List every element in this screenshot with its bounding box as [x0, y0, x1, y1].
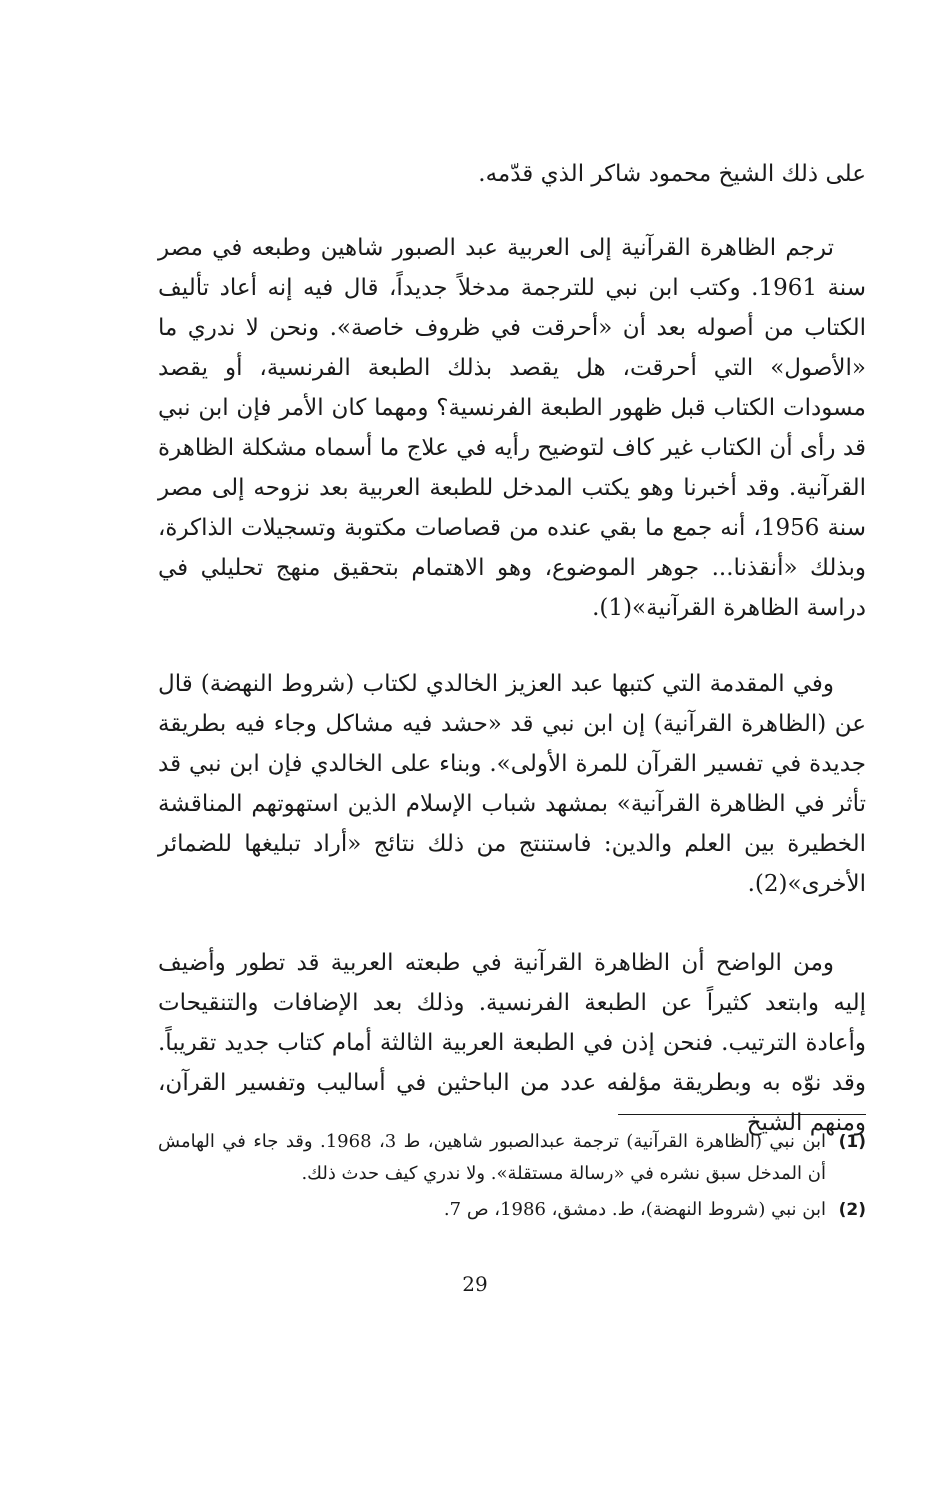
footnote-1: [158, 1126, 866, 1190]
footnote-text: ابن نبي (الظاهرة القرآنية) ترجمة عبدالصبور شاهين، ط 3، 1968. وقد جاء في الهامش أن المدخل سبق نشره في «رسالة مستقلة». ولا ندري كيف حدث ذلك.: [158, 1131, 827, 1184]
paragraph-translation-history: ترجم الظاهرة القرآنية إلى العربية عبد الصبور شاهين وطبعه في مصر سنة 1961. وكتب ابن نبي للترجمة مدخلاً جديداً، قال فيه إنه أعاد تأليف الكتاب من أصوله بعد أن «أحرقت في ظروف خاصة». ونحن لا ندري ما «الأصول» التي أحرقت، هل يقصد بذلك الطبعة الفرنسية، أو يقصد مسودات الكتاب قبل ظهور الطبعة الفرنسية؟ ومهما كان الأمر فإن ابن نبي قد رأى أن الكتاب غير كاف لتوضيح رأيه في علاج ما أسماه مشكلة الظاهرة القرآنية. وقد أخبرنا وهو يكتب المدخل للطبعة العربية بعد نزوحه إلى مصر سنة 1956، أنه جمع ما بقي عنده من قصاصات مكتوبة وتسجيلات الذاكرة، وبذلك «أنقذنا... جوهر الموضوع، وهو الاهتمام بتحقيق منهج تحليلي في دراسة الظاهرة القرآنية»(1).: [158, 235, 866, 621]
footnotes: [158, 1126, 866, 1230]
paragraph-arabic-edition: ومن الواضح أن الظاهرة القرآنية في طبعته العربية قد تطور وأضيف إليه وابتعد كثيراً عن الطبعة الفرنسية. وذلك بعد الإضافات والتنقيحات وأعادة الترتيب. فنحن إذن في الطبعة العربية الثالثة أمام كتاب جديد تقريباً. وقد نوّه به وبطريقة مؤلفه عدد من الباحثين في أساليب وتفسير القرآن، ومنهم الشيخ: [158, 950, 866, 1136]
footnote-number: (2): [838, 1200, 866, 1220]
footnote-separator: [618, 1114, 866, 1115]
paragraph-khalidi-introduction: وفي المقدمة التي كتبها عبد العزيز الخالدي لكتاب (شروط النهضة) قال عن (الظاهرة القرآنية) إن ابن نبي قد «حشد فيه مشاكل وجاء فيه بطريقة جديدة في تفسير القرآن للمرة الأولى». وبناء على الخالدي فإن ابن نبي قد تأثر في الظاهرة القرآنية» بمشهد شباب الإسلام الذين استهوتهم المناقشة الخطيرة بين العلم والدين: فاستنتج من ذلك نتائج «أراد تبليغها للضمائر الأخرى»(2).: [158, 671, 866, 897]
footnote-2: [158, 1194, 866, 1226]
footnote-text: ابن نبي (شروط النهضة)، ط. دمشق، 1986، ص 7.: [443, 1199, 826, 1220]
footnote-number: (1): [838, 1132, 866, 1152]
page-number: 29: [462, 1272, 488, 1296]
paragraph-continuation: على ذلك الشيخ محمود شاكر الذي قدّمه.: [478, 161, 866, 187]
